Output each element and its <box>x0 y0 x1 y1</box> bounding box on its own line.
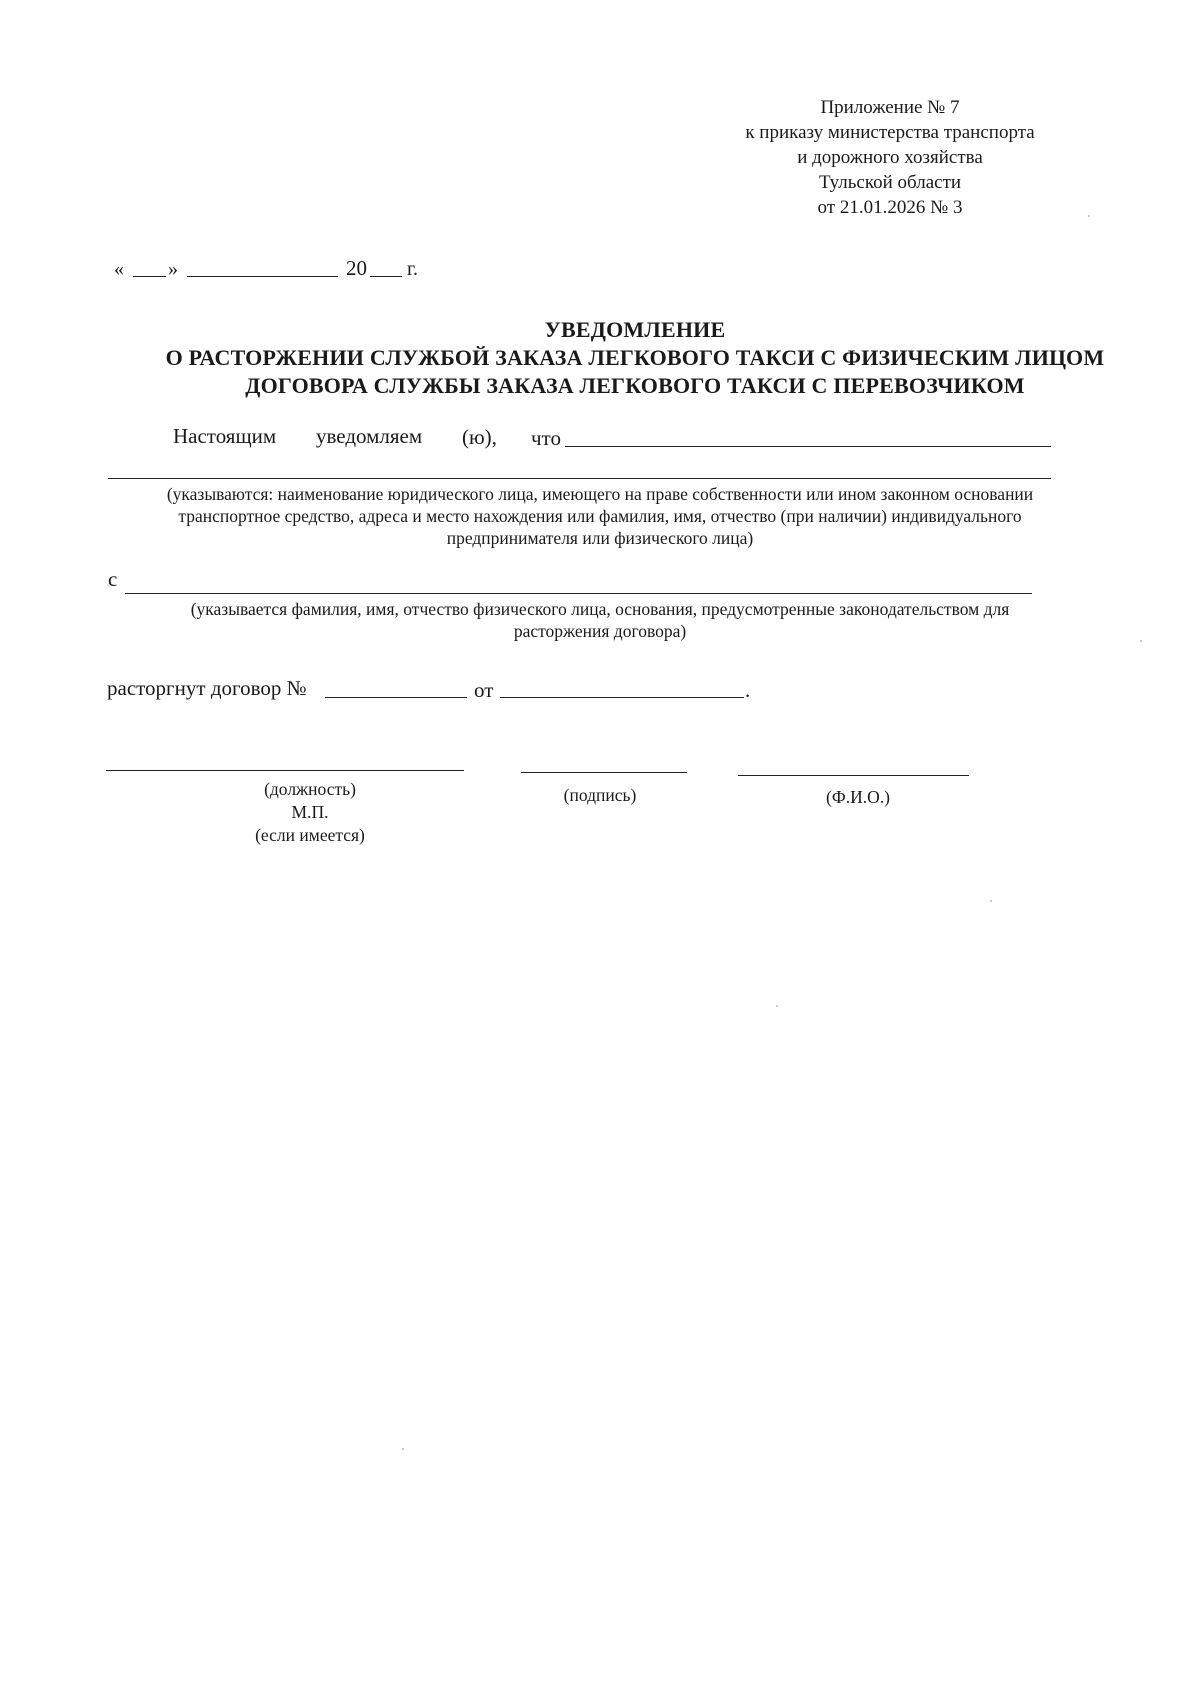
recipient-hint-line-2: транспортное средство, адреса и место нахождения или фамилия, имя, отчество (при наличии) индивидуального <box>178 506 1022 526</box>
signature-label: (подпись) <box>563 785 637 805</box>
contract-date-field[interactable] <box>500 697 744 698</box>
notify-word-3: (ю), <box>462 425 497 449</box>
scan-speck <box>990 900 992 902</box>
scan-speck <box>776 1005 778 1007</box>
appendix-number: Приложение № 7 <box>820 97 960 118</box>
position-field[interactable] <box>106 770 464 771</box>
name-caption <box>758 786 958 809</box>
person-hint-line-1: (указывается фамилия, имя, отчество физического лица, основания, предусмотренные законодательством для <box>190 599 1010 619</box>
title-line-2: О РАСТОРЖЕНИИ СЛУЖБОЙ ЗАКАЗА ЛЕГКОВОГО ТАКСИ С ФИЗИЧЕСКИМ ЛИЦОМ <box>165 345 1105 370</box>
with-prefix: с <box>108 567 118 591</box>
appendix-region: Тульской области <box>818 172 962 193</box>
scan-speck <box>402 1448 404 1450</box>
contract-number-field[interactable] <box>325 697 467 698</box>
signature-field[interactable] <box>521 772 687 773</box>
year-suffix: г. <box>407 258 418 280</box>
person-field[interactable] <box>125 593 1032 594</box>
recipient-hint <box>100 483 1100 549</box>
date-open-quote: « <box>114 258 124 280</box>
scan-speck <box>1140 640 1142 642</box>
recipient-field-2[interactable] <box>108 478 1051 479</box>
recipient-hint-line-1: (указываются: наименование юридического лица, имеющего на праве собственности или ином законном основании <box>166 484 1034 504</box>
contract-end-dot: . <box>745 678 751 702</box>
person-hint-line-2: расторжения договора) <box>513 621 687 641</box>
appendix-header <box>680 95 1100 220</box>
year-prefix: 20 <box>346 256 367 280</box>
notify-word-1: Настоящим <box>173 424 277 448</box>
notify-word-2: уведомляем <box>316 424 423 448</box>
year-field[interactable] <box>370 276 402 277</box>
document-title <box>100 316 1170 400</box>
name-label: (Ф.И.О.) <box>826 787 890 807</box>
stamp-note: (если имеется) <box>255 825 365 845</box>
appendix-order-ref: к приказу министерства транспорта <box>745 122 1035 143</box>
recipient-field-1[interactable] <box>565 446 1051 447</box>
month-field[interactable] <box>187 276 338 277</box>
notify-word-4: что <box>531 426 561 450</box>
scan-speck <box>1088 215 1090 217</box>
signature-caption <box>500 784 700 807</box>
appendix-ministry: и дорожного хозяйства <box>797 147 983 168</box>
appendix-date: от 21.01.2026 № 3 <box>817 197 963 218</box>
title-line-1: УВЕДОМЛЕНИЕ <box>544 317 726 342</box>
date-close-quote: » <box>168 258 178 280</box>
contract-label: расторгнут договор № <box>107 676 307 700</box>
recipient-hint-line-3: предпринимателя или физического лица) <box>446 528 754 548</box>
person-hint <box>100 598 1100 642</box>
position-caption <box>210 778 410 847</box>
name-field[interactable] <box>738 775 969 776</box>
day-field[interactable] <box>133 276 166 277</box>
contract-from-label: от <box>474 678 494 702</box>
position-label: (должность) <box>264 779 356 799</box>
stamp-label: М.П. <box>291 802 329 822</box>
title-line-3: ДОГОВОРА СЛУЖБЫ ЗАКАЗА ЛЕГКОВОГО ТАКСИ С ПЕРЕВОЗЧИКОМ <box>245 373 1025 398</box>
